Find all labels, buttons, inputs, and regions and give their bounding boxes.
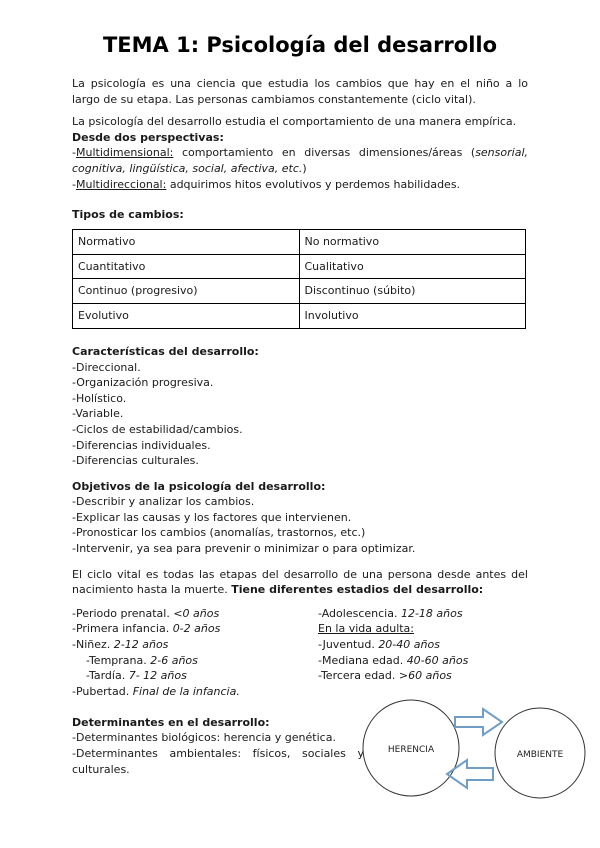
stage-label: En la vida adulta: — [318, 622, 415, 636]
objectives-list — [72, 494, 528, 556]
table-cell: Cualitativo — [299, 254, 526, 279]
objectives-heading: Objetivos de la psicología del desarrollo: — [72, 479, 326, 493]
perspectives-heading: Desde dos perspectivas: — [72, 130, 224, 144]
changes-table — [72, 229, 526, 329]
intro-p1-line1: La psicología es una ciencia que estudia los cambios que hay en el niño a lo — [72, 77, 528, 90]
intro-paragraph-1 — [72, 76, 528, 107]
table-cell: Involutivo — [299, 304, 526, 329]
stage-range: 0-2 años — [172, 622, 221, 636]
life-cycle-line2: nacimiento hasta la muerte. Tiene diferentes estadios del desarrollo: — [72, 583, 484, 597]
heredity-environment-diagram — [290, 673, 590, 803]
multidimensional-line1: -Multidimensional: comportamiento en diversas dimensiones/áreas (sensorial, — [72, 146, 528, 160]
intro-p2-line1: La psicología del desarrollo estudia el comportamiento de una manera empírica. — [72, 115, 517, 129]
stage-label: -Temprana. — [86, 653, 151, 667]
stage-item — [72, 621, 312, 637]
determinants-line1: -Determinantes biológicos: herencia y genética. — [72, 731, 336, 745]
list-item: -Pronosticar los cambios (anomalías, trastornos, etc.) — [72, 526, 366, 540]
list-item: -Diferencias individuales. — [72, 438, 211, 452]
table-row — [73, 229, 526, 254]
environment-label: AMBIENTE — [516, 750, 564, 760]
stage-item — [72, 668, 312, 684]
list-item: -Intervenir, ya sea para prevenir o minimizar o para optimizar. — [72, 542, 416, 556]
stage-range: 7- 12 años — [128, 669, 187, 683]
arrow-right-icon — [455, 709, 502, 735]
arrow-left-icon — [447, 760, 493, 788]
stage-range: 12-18 años — [400, 606, 463, 620]
list-item: -Describir y analizar los cambios. — [72, 495, 255, 509]
stage-label: -Primera infancia. — [72, 622, 173, 636]
stage-label: -Juventud. — [318, 638, 379, 652]
determinants-heading: Determinantes en el desarrollo: — [72, 715, 270, 729]
list-item: -Holístico. — [72, 391, 127, 405]
stage-label: -Pubertad. — [72, 684, 133, 698]
stage-label: -Tardía. — [86, 669, 129, 683]
multidireccional-line: -Multidireccional: adquirimos hitos evolutivos y perdemos habilidades. — [72, 177, 461, 191]
characteristics-heading: Características del desarrollo: — [72, 344, 259, 358]
list-item: -Organización progresiva. — [72, 376, 214, 390]
stage-range: 2-12 años — [113, 638, 169, 652]
stage-item — [318, 637, 528, 653]
intro-paragraph-2 — [72, 114, 528, 192]
stage-item — [72, 653, 312, 669]
stage-label: -Periodo prenatal. — [72, 606, 174, 620]
stage-label: -Niñez. — [72, 638, 114, 652]
list-item: -Variable. — [72, 407, 124, 421]
stage-label: -Mediana edad. — [318, 653, 407, 667]
life-cycle-paragraph — [72, 567, 528, 598]
multidimensional-term: Multidimensional: — [75, 146, 174, 160]
life-cycle-line1: El ciclo vital es todas las etapas del desarrollo de una persona desde antes del — [72, 567, 528, 581]
list-item: -Explicar las causas y los factores que intervienen. — [72, 510, 352, 524]
stage-range: 40-60 años — [406, 653, 469, 667]
stage-label: -Tercera edad. — [318, 669, 399, 683]
stage-item — [318, 621, 528, 637]
intro-p1-line2: largo de su etapa. Las personas cambiamos constantemente (ciclo vital). — [72, 92, 476, 106]
determinants-line3: culturales. — [72, 762, 130, 776]
characteristics-list — [72, 360, 528, 469]
stage-item — [72, 684, 312, 700]
multidireccional-term: Multidireccional: — [75, 177, 167, 191]
page-title: TEMA 1: Psicología del desarrollo — [102, 33, 498, 57]
table-cell: Discontinuo (súbito) — [299, 279, 526, 304]
table-cell: Evolutivo — [73, 304, 300, 329]
stage-range: Final de la infancia. — [132, 684, 240, 698]
table-cell: Continuo (progresivo) — [73, 279, 300, 304]
table-cell: No normativo — [299, 229, 526, 254]
table-row — [73, 304, 526, 329]
table-row — [73, 279, 526, 304]
document-page — [72, 30, 528, 777]
table-cell: Cuantitativo — [73, 254, 300, 279]
stages-left-column — [72, 606, 312, 700]
heredity-label: HERENCIA — [387, 745, 435, 755]
table-cell: Normativo — [73, 229, 300, 254]
stage-range: >60 años — [398, 669, 452, 683]
list-item: -Diferencias culturales. — [72, 454, 199, 468]
stage-range: 20-40 años — [378, 638, 440, 652]
stage-item — [318, 653, 528, 669]
stage-range: 2-6 años — [150, 653, 198, 667]
multidimensional-line2: cognitiva, lingüística, social, afectiva, etc.) — [72, 161, 307, 175]
stage-item — [72, 637, 312, 653]
stage-item — [72, 606, 312, 622]
stage-item — [318, 606, 528, 622]
list-item: -Direccional. — [72, 360, 141, 374]
changes-heading: Tipos de cambios: — [72, 208, 184, 222]
stage-range: <0 años — [173, 606, 220, 620]
stage-label: -Adolescencia. — [318, 606, 401, 620]
determinants-line2: -Determinantes ambientales: físicos, sociales y — [72, 747, 364, 761]
list-item: -Ciclos de estabilidad/cambios. — [72, 422, 243, 436]
table-row — [73, 254, 526, 279]
